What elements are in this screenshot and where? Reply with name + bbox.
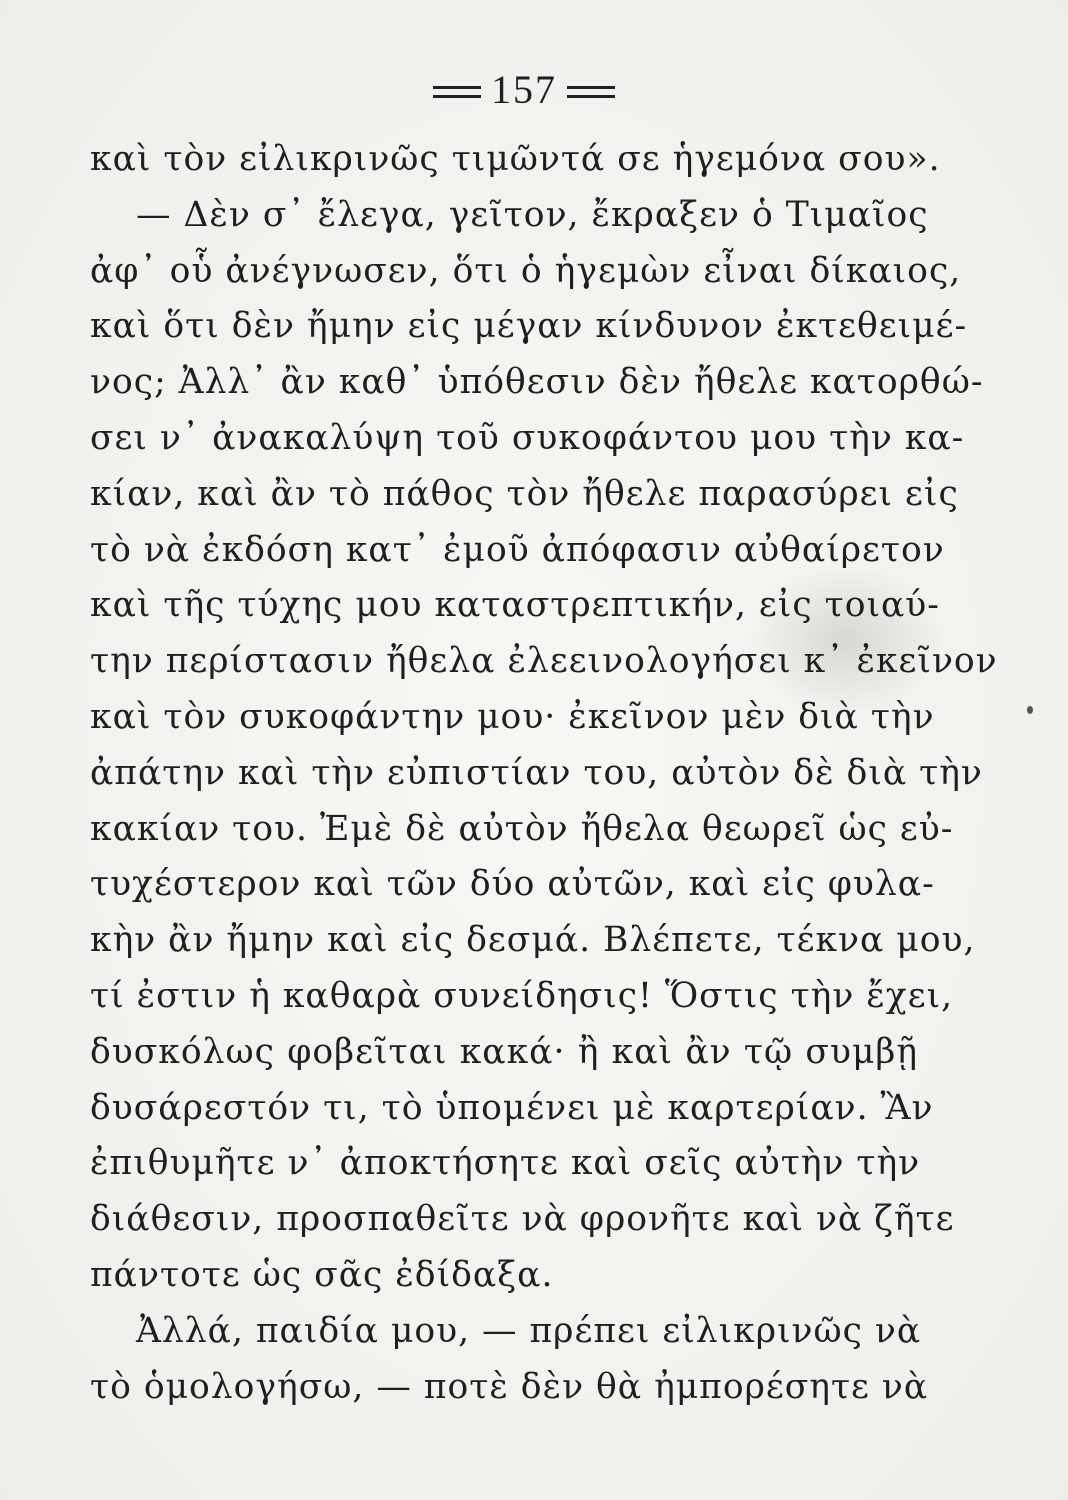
text-line: — Δὲν σ᾽ ἔλεγα, γεῖτον, ἔκραξεν ὁ Τιμαῖος: [136, 194, 929, 235]
text-line: τὸ νὰ ἐκδόση κατ᾽ ἐμοῦ ἀπόφασιν αὐθαίρετον: [90, 529, 945, 570]
text-line: δυσκόλως φοβεῖται κακά· ἢ καὶ ἂν τῷ συμβῇ: [90, 1031, 918, 1072]
text-line: την περίστασιν ἤθελα ἐλεεινολογήσει κ᾽ ἐκεῖνον: [90, 641, 998, 682]
text-line: τί ἐστιν ἡ καθαρὰ συνείδησις! Ὅστις τὴν ἔχει,: [90, 975, 954, 1016]
text-line: Ἀλλά, παιδία μου, — πρέπει εἰλικρινῶς νὰ: [136, 1310, 922, 1351]
header-rule-left: [433, 86, 481, 98]
text-line: κίαν, καὶ ἂν τὸ πάθος τὸν ἤθελε παρασύρει εἰς: [90, 473, 959, 514]
text-line: κὴν ἂν ἤμην καὶ εἰς δεσμά. Βλέπετε, τέκνα μου,: [90, 920, 976, 961]
text-line: τὸ ὁμολογήσω, — ποτὲ δὲν θὰ ἠμπορέσητε νὰ: [90, 1366, 929, 1407]
text-line: καὶ τὸν συκοφάντην μου· ἐκεῖνον μὲν διὰ τὴν: [90, 696, 935, 737]
text-line: ἐπιθυμῆτε ν᾽ ἀποκτήσητε καὶ σεῖς αὐτὴν τὴν: [90, 1143, 921, 1184]
page-header: [90, 58, 918, 122]
page-number: 157: [491, 67, 557, 112]
text-line: τυχέστερον καὶ τῶν δύο αὐτῶν, καὶ εἰς φυλα-: [90, 864, 935, 905]
text-line: καὶ ὅτι δὲν ἤμην εἰς μέγαν κίνδυνον ἐκτεθειμέ-: [90, 306, 968, 347]
header-rule-right: [567, 86, 615, 98]
text-line: σει ν᾽ ἀνακαλύψη τοῦ συκοφάντου μου τὴν κα-: [90, 417, 965, 458]
text-line: δυσάρεστόν τι, τὸ ὑπομένει μὲ καρτερίαν. Ἂν: [90, 1087, 934, 1128]
text-line: νος; Ἀλλ᾽ ἂν καθ᾽ ὑπόθεσιν δὲν ἤθελε κατορθώ-: [90, 362, 984, 403]
text-line: ἀπάτην καὶ τὴν εὐπιστίαν του, αὐτὸν δὲ διὰ τὴν: [90, 752, 983, 793]
text-line: καὶ τὸν εἰλικρινῶς τιμῶντά σε ἡγεμόνα σου».: [90, 139, 941, 179]
text-line: πάντοτε ὡς σᾶς ἐδίδαξα.: [90, 1254, 554, 1295]
text-line: καὶ τῆς τύχης μου καταστρεπτικήν, εἰς τοιαύ-: [90, 585, 940, 626]
text-line: ἀφ᾽ οὗ ἀνέγνωσεν, ὅτι ὁ ἡγεμὼν εἶναι δίκαιος,: [90, 250, 962, 291]
text-line: κακίαν του. Ἐμὲ δὲ αὐτὸν ἤθελα θεωρεῖ ὡς εὐ-: [90, 808, 954, 849]
text-line: διάθεσιν, προσπαθεῖτε νὰ φρονῆτε καὶ νὰ ζῆτε: [90, 1199, 955, 1240]
ink-spot: [1027, 706, 1033, 714]
body-text: [90, 132, 998, 1415]
